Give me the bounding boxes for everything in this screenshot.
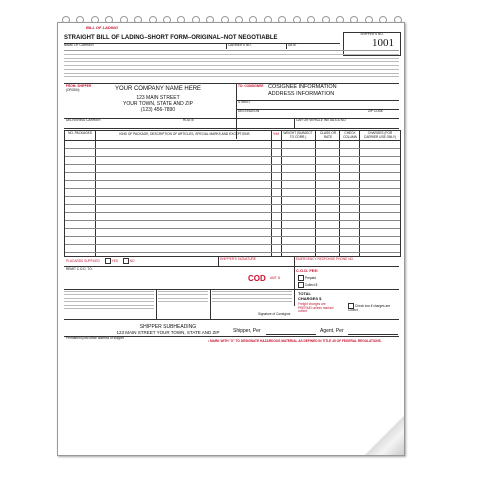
shipper-company-name: YOUR COMPANY NAME HERE xyxy=(114,86,202,92)
freight-note: Freight charges are PREPAID unless marked collect xyxy=(298,302,334,314)
shipper-street: 123 MAIN STREET xyxy=(136,95,180,101)
placards-yes-label: YES xyxy=(111,258,118,263)
shipper-sub-address: 123 MAIN STREET YOUR TOWN, STATE AND ZIP xyxy=(116,330,220,335)
from-shipper-label: FROM: SHIPPER xyxy=(66,84,92,88)
shippers-no-value: 1001 xyxy=(372,36,394,49)
name-of-carrier-label: NAME OF CARRIER xyxy=(64,43,94,47)
total-label: TOTAL xyxy=(298,291,311,296)
check-box-note-text: Check box if charges are Collect xyxy=(348,303,391,312)
shippers-signature-label: SHIPPER'S SIGNATURE xyxy=(220,257,256,261)
placards-supplied-label: PLACARDS SUPPLIED xyxy=(66,258,100,263)
cod-amt-label: AMT. $ xyxy=(270,276,280,280)
route-label: ROUTE xyxy=(183,118,195,122)
placards-no-checkbox[interactable] xyxy=(123,258,129,264)
hazmat-note: • MARK WITH "X" TO DESIGNATE HAZARDOUS MATERIAL AS DEFINED IN TITLE 49 OF FEDERAL REGULATIONS. xyxy=(208,339,382,343)
prepaid-checkbox[interactable] xyxy=(298,275,304,281)
check-box-note xyxy=(348,303,396,313)
emergency-phone-label: EMERGENCY RESPONSE PHONE NO. xyxy=(296,257,354,261)
signature-consignor-label: Signature of Consignor xyxy=(258,312,291,316)
col-weight: WEIGHT (SUBJECT TO CORR.) xyxy=(283,131,313,139)
col-charges: CHARGES (FOR CARRIER USE ONLY) xyxy=(363,131,397,139)
agent-per-label: Agent, Per xyxy=(320,328,344,334)
zip-label: ZIP CODE xyxy=(368,109,383,113)
collect-label: Collect xyxy=(304,282,315,287)
consignee-info[interactable] xyxy=(268,84,337,98)
shipper-per-label: Shipper, Per xyxy=(233,328,261,334)
form-header-label: BILL OF LADING xyxy=(86,25,118,30)
shipper-subheading: SHIPPER SUBHEADING xyxy=(139,324,197,330)
shipper-address xyxy=(88,95,228,113)
destination-label: DESTINATION xyxy=(238,109,260,113)
to-consignee-label: TO: CONSIGNEE xyxy=(238,84,264,88)
charges-label: CHARGES $ xyxy=(298,296,322,301)
placards-label xyxy=(66,258,135,264)
remit-cod-label: REMIT C.O.D. TO: xyxy=(66,267,93,271)
placards-yes-checkbox[interactable] xyxy=(105,258,111,264)
cod-fee-label: C.O.D. FEE: xyxy=(296,268,319,273)
items-table-header xyxy=(65,131,400,141)
placards-no-label: NO xyxy=(129,258,135,263)
consignee-address: ADDRESS INFORMATION xyxy=(268,91,335,97)
shipper-town: YOUR TOWN, STATE AND ZIP xyxy=(123,101,193,107)
collect-checkbox[interactable] xyxy=(298,282,304,288)
cod-note-left xyxy=(64,291,154,319)
carriers-no-label: CARRIER'S NO. xyxy=(228,43,252,47)
col-no-packages: NO. PACKAGES xyxy=(68,131,92,135)
col-description: KIND OF PACKAGE, DESCRIPTION OF ARTICLES, SPECIAL MARKS AND EXCEPTIONS xyxy=(119,132,250,136)
total-charges xyxy=(298,291,321,301)
collect-amount: $ xyxy=(315,282,318,287)
shipper-phone: (123) 456-7890 xyxy=(140,107,176,113)
col-hm: *HM xyxy=(272,132,280,136)
cod-note-middle xyxy=(158,291,208,319)
origin-label: (ORIGIN) xyxy=(66,88,80,92)
cod-label: COD xyxy=(248,274,266,283)
bill-of-lading-form xyxy=(57,22,405,456)
col-class: CLASS OR RATE xyxy=(319,131,337,139)
items-table xyxy=(64,130,401,257)
col-check: CHECK COLUMN xyxy=(343,131,357,139)
page-curl xyxy=(364,415,404,455)
street-label: STREET xyxy=(238,100,251,104)
permanent-address-label: Permanent post office address of shipper xyxy=(66,336,125,340)
delivering-carrier-label: DELIVERING CARRIER xyxy=(66,118,101,122)
prepaid-label: Prepaid xyxy=(304,275,316,280)
date-label: DATE xyxy=(288,43,297,47)
shippers-no-label: SHIPPER'S NO. xyxy=(360,32,384,36)
car-vehicle-label: CAR OR VEHICLE INITIALS & NO. xyxy=(296,118,347,122)
cod-fee-options xyxy=(298,275,317,288)
form-title: STRAIGHT BILL OF LADING–SHORT FORM–ORIGINAL–NOT NEGOTIABLE xyxy=(64,35,278,41)
consignee-name: COSIGNEE INFORMATION xyxy=(268,84,337,90)
